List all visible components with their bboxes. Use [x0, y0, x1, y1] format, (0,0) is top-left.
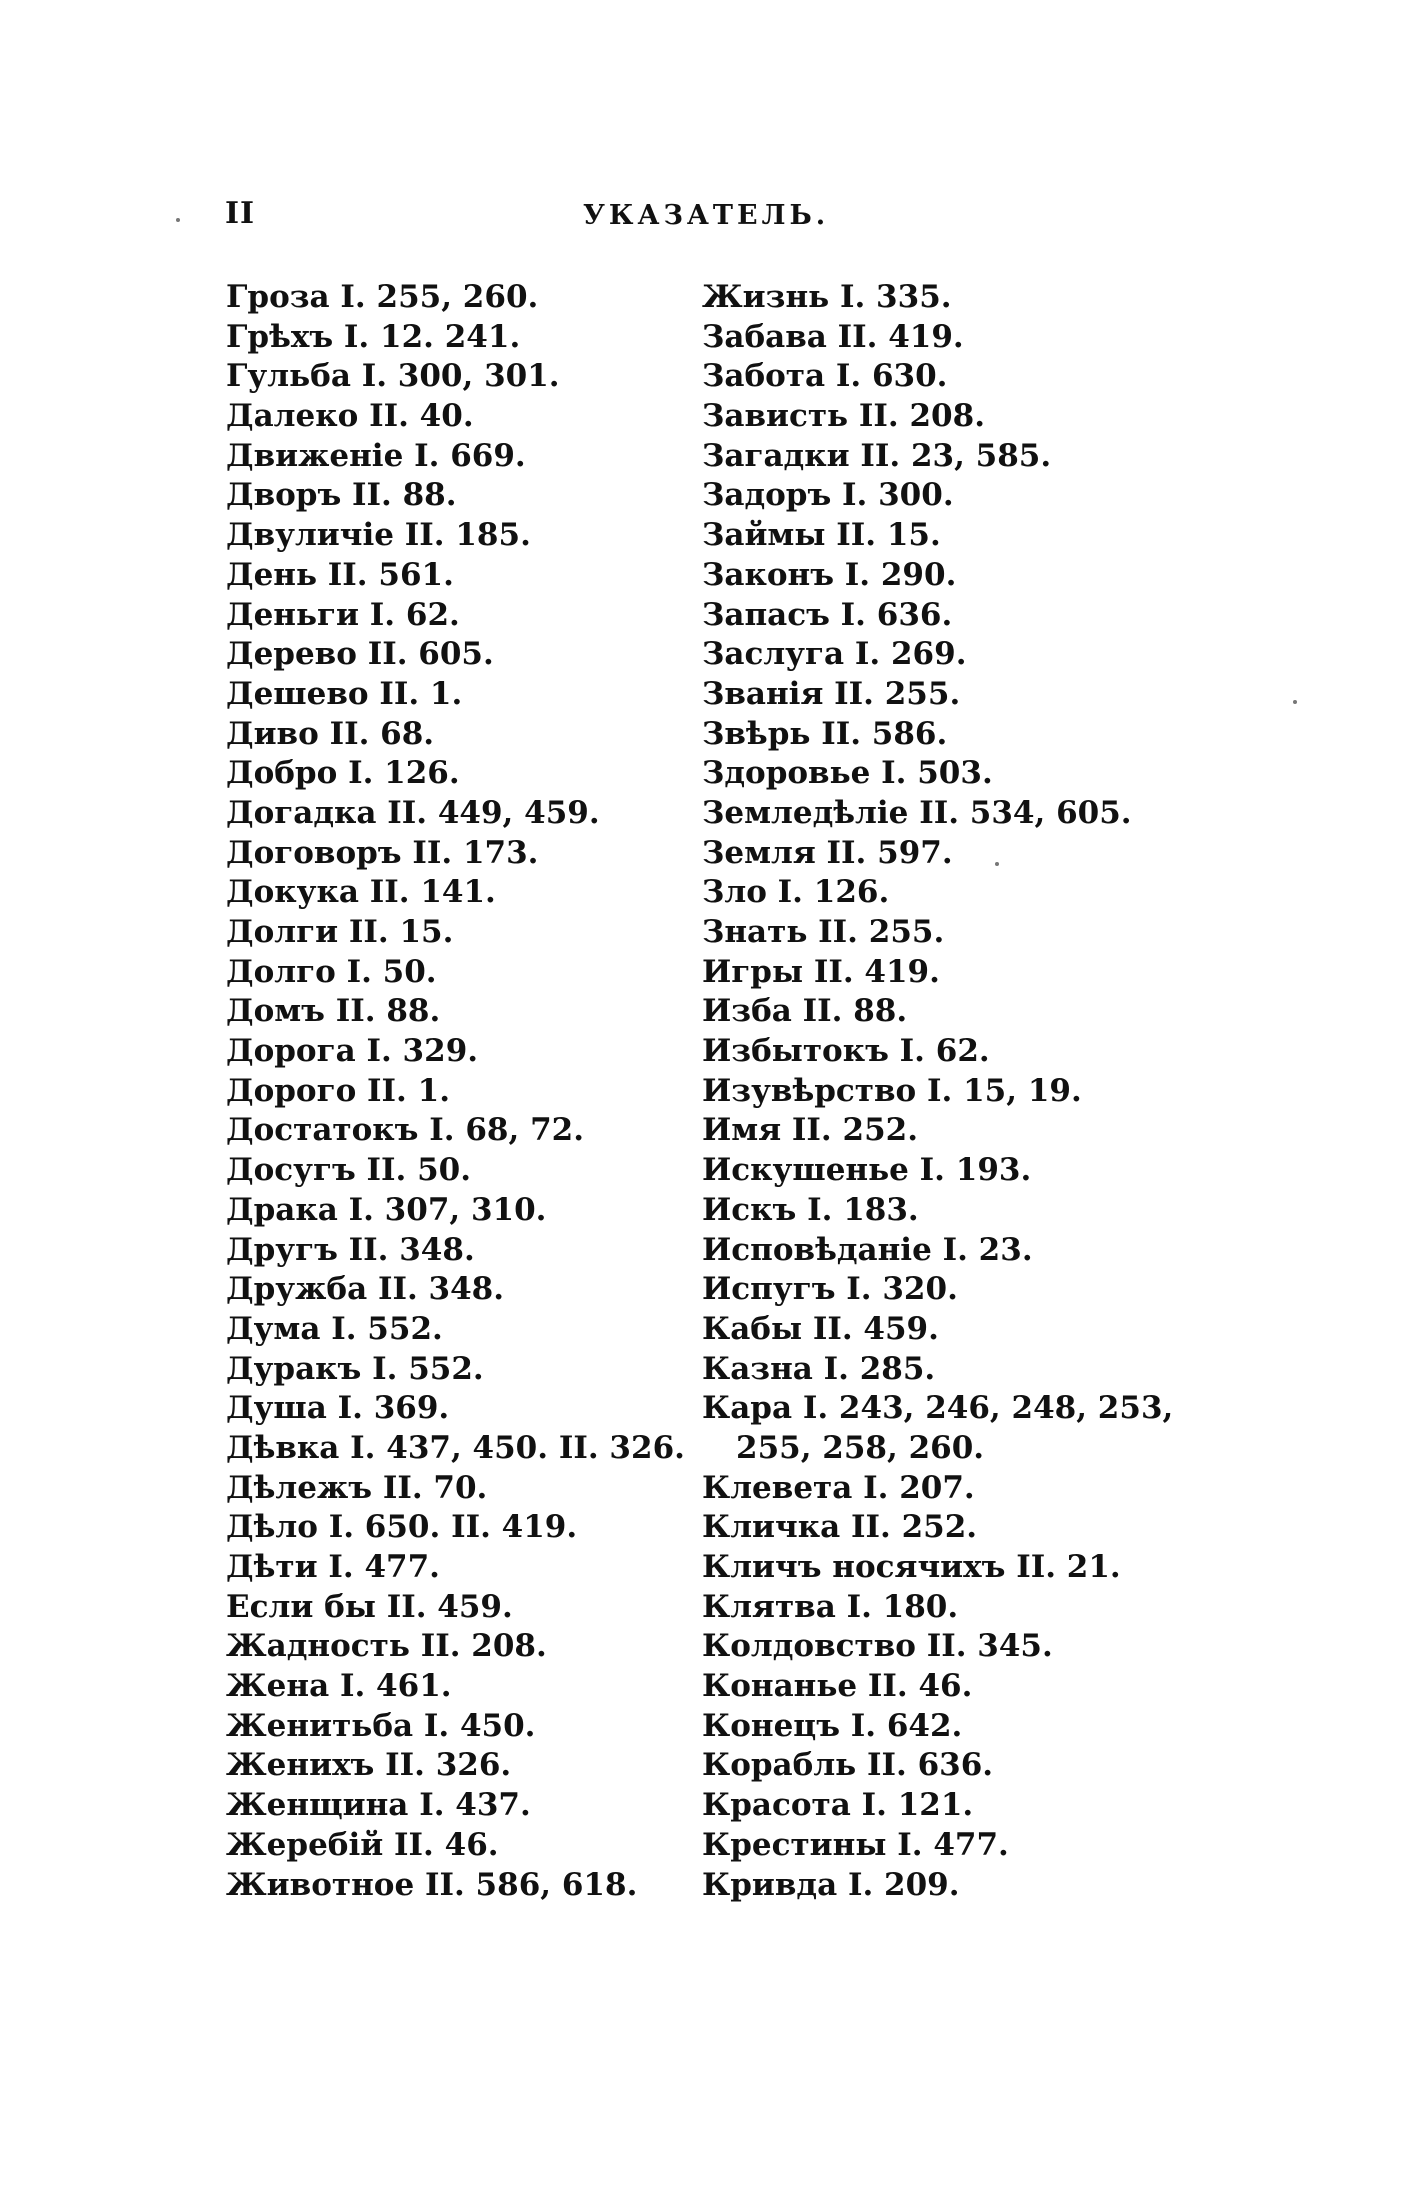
- index-entry-continuation: 255, 258, 260.: [736, 1429, 985, 1466]
- index-entry: Займы II. 15.: [702, 517, 941, 554]
- running-head: УКАЗАТЕЛЬ.: [583, 200, 830, 231]
- index-entry: Дорога I. 329.: [226, 1033, 479, 1070]
- index-entry: Задоръ I. 300.: [702, 477, 954, 514]
- index-entry: Красота I. 121.: [702, 1787, 974, 1824]
- index-entry: Корабль II. 636.: [702, 1747, 994, 1784]
- index-column-left: [226, 278, 696, 1905]
- index-entry: Драка I. 307, 310.: [226, 1191, 547, 1228]
- index-entry: Догадка II. 449, 459.: [226, 794, 600, 831]
- index-entry: Звѣрь II. 586.: [702, 715, 948, 752]
- index-entry: Гульба I. 300, 301.: [226, 358, 560, 395]
- index-entry: Законъ I. 290.: [702, 556, 957, 593]
- index-entry: Деньги I. 62.: [226, 596, 460, 633]
- index-entry: Здоровье I. 503.: [702, 755, 993, 792]
- index-entry: Имя II. 252.: [702, 1112, 919, 1149]
- index-entry: Дружба II. 348.: [226, 1271, 505, 1308]
- index-entry: Дѣвка I. 437, 450. II. 326.: [226, 1429, 685, 1466]
- index-entry: Зло I. 126.: [702, 874, 890, 911]
- index-entry: Долго I. 50.: [226, 953, 437, 990]
- index-entry: Жадность II. 208.: [226, 1628, 547, 1665]
- index-entry: Досугъ II. 50.: [226, 1152, 472, 1189]
- index-entry: Исповѣданіе I. 23.: [702, 1231, 1033, 1268]
- index-entry: Движеніе I. 669.: [226, 437, 526, 474]
- index-entry: Забава II. 419.: [702, 318, 964, 355]
- index-entry: Добро I. 126.: [226, 755, 460, 792]
- index-entry: Дѣло I. 650. II. 419.: [226, 1509, 578, 1546]
- index-entry: Душа I. 369.: [226, 1390, 450, 1427]
- index-entry: Жеребій II. 46.: [226, 1826, 499, 1863]
- index-entry: Крестины I. 477.: [702, 1826, 1009, 1863]
- index-entry: Кривда I. 209.: [702, 1866, 960, 1903]
- index-entry: Заслуга I. 269.: [702, 636, 967, 673]
- index-entry: Диво II. 68.: [226, 715, 435, 752]
- index-entry: Если бы II. 459.: [226, 1588, 513, 1625]
- print-speck: [1293, 700, 1297, 704]
- index-entry: Дуракъ I. 552.: [226, 1350, 484, 1387]
- index-entry: Клятва I. 180.: [702, 1588, 959, 1625]
- index-entry: Дешево II. 1.: [226, 675, 463, 712]
- index-entry: Избытокъ I. 62.: [702, 1033, 990, 1070]
- index-entry: Земледѣліе II. 534, 605.: [702, 794, 1132, 831]
- index-entry: Испугъ I. 320.: [702, 1271, 958, 1308]
- index-entry: Дворъ II. 88.: [226, 477, 457, 514]
- index-entry: Дерево II. 605.: [226, 636, 494, 673]
- index-entry: Гроза I. 255, 260.: [226, 279, 539, 315]
- index-entry: Забота I. 630.: [702, 358, 948, 395]
- page-number: II: [225, 196, 256, 231]
- index-entry: Грѣхъ I. 12. 241.: [226, 318, 521, 355]
- index-entry: Запасъ I. 636.: [702, 596, 953, 633]
- index-entry: Жена I. 461.: [226, 1668, 452, 1705]
- index-entry: Конанье II. 46.: [702, 1668, 973, 1705]
- index-entry: Женихъ II. 326.: [226, 1747, 512, 1784]
- index-entry: Двуличіе II. 185.: [226, 517, 531, 554]
- index-entry: Женитьба I. 450.: [226, 1707, 536, 1744]
- index-entry: Договоръ II. 173.: [226, 834, 539, 871]
- index-entry: Зависть II. 208.: [702, 398, 985, 435]
- index-column-right: [702, 278, 1222, 1905]
- index-entry: Долги II. 15.: [226, 914, 454, 950]
- index-entry: Конецъ I. 642.: [702, 1707, 963, 1744]
- index-entry: Загадки II. 23, 585.: [702, 437, 1052, 474]
- index-entry: Изувѣрство I. 15, 19.: [702, 1072, 1082, 1109]
- index-entry: Домъ II. 88.: [226, 993, 441, 1030]
- index-entry: Кличъ носячихъ II. 21.: [702, 1549, 1121, 1585]
- index-entry: Искъ I. 183.: [702, 1191, 919, 1228]
- index-entry: Казна I. 285.: [702, 1350, 936, 1387]
- index-entry: Кара I. 243, 246, 248, 253,: [702, 1390, 1174, 1427]
- index-entry: Клевета I. 207.: [702, 1469, 975, 1506]
- index-entry: Изба II. 88.: [702, 993, 908, 1030]
- index-entry: Дѣти I. 477.: [226, 1549, 440, 1585]
- index-entry: Женщина I. 437.: [226, 1787, 531, 1824]
- index-entry: Другъ II. 348.: [226, 1231, 475, 1268]
- index-entry: Животное II. 586, 618.: [226, 1866, 638, 1903]
- index-entry: Земля II. 597.: [702, 834, 953, 871]
- index-entry: Жизнь I. 335.: [702, 279, 952, 315]
- index-entry: Игры II. 419.: [702, 953, 940, 990]
- print-speck: [176, 218, 180, 222]
- index-entry: Кабы II. 459.: [702, 1310, 939, 1347]
- print-speck: [995, 862, 999, 866]
- index-entry: Достатокъ I. 68, 72.: [226, 1112, 584, 1149]
- index-entry: Дорого II. 1.: [226, 1072, 451, 1109]
- index-entry: Дѣлежъ II. 70.: [226, 1469, 488, 1506]
- index-entry: Докука II. 141.: [226, 874, 496, 911]
- index-entry: Знать II. 255.: [702, 914, 945, 950]
- index-entry: Искушенье I. 193.: [702, 1152, 1032, 1189]
- index-entry: Далеко II. 40.: [226, 398, 474, 435]
- index-entry: Дума I. 552.: [226, 1310, 443, 1347]
- index-entry: Кличка II. 252.: [702, 1509, 978, 1546]
- index-entry: День II. 561.: [226, 556, 454, 593]
- index-entry: Званія II. 255.: [702, 675, 961, 712]
- index-entry: Колдовство II. 345.: [702, 1628, 1053, 1665]
